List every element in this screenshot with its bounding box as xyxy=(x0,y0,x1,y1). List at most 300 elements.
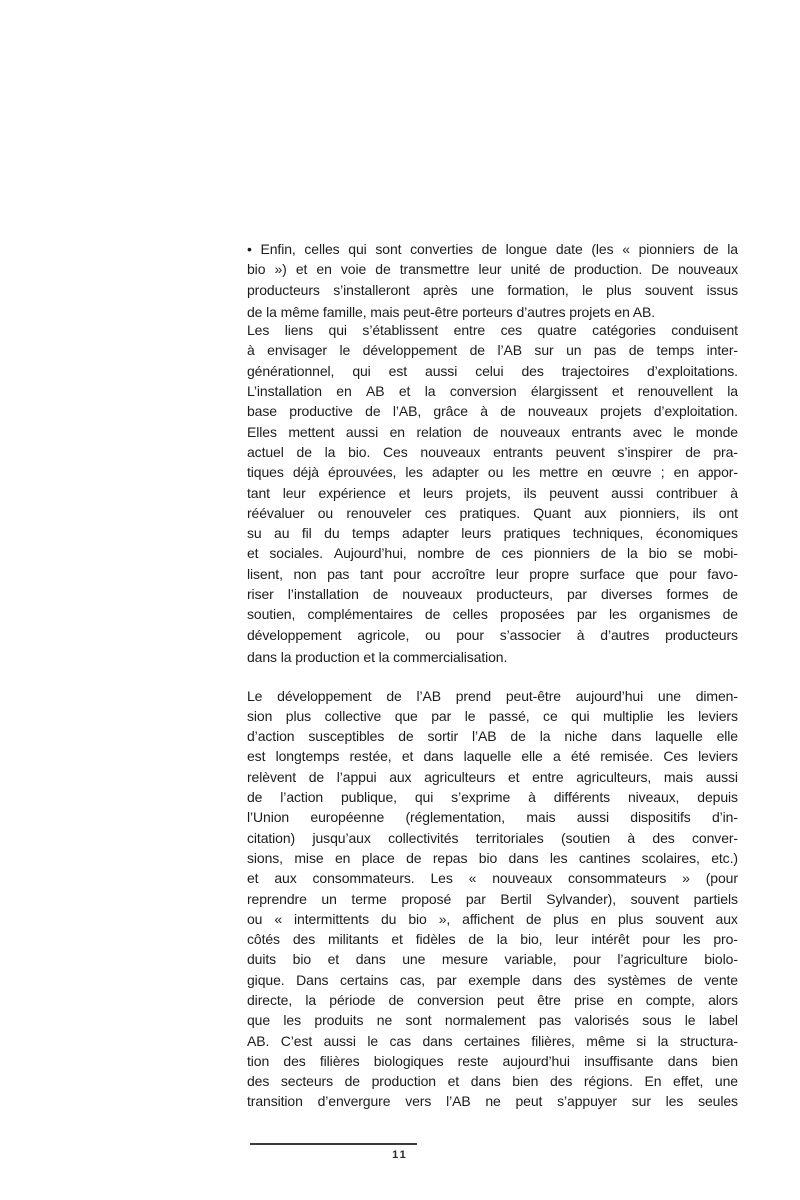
word: se xyxy=(677,545,693,562)
word: agriculteurs, xyxy=(576,768,652,785)
word: de xyxy=(308,768,325,785)
text-line xyxy=(247,830,738,850)
word: au xyxy=(274,525,290,542)
text-line xyxy=(247,424,738,444)
word: sont xyxy=(405,1012,432,1029)
word: Bertil xyxy=(500,890,532,907)
word: laquelle xyxy=(463,748,512,765)
word: propre xyxy=(529,565,570,582)
word: est xyxy=(247,748,266,765)
word: peut xyxy=(497,991,524,1008)
word: de xyxy=(296,443,312,460)
word: renouvellent xyxy=(637,383,713,400)
text-line xyxy=(247,891,738,911)
word: plus xyxy=(285,707,312,724)
word: publique, xyxy=(341,789,397,806)
word: temps xyxy=(351,525,390,542)
text-line xyxy=(247,688,738,708)
word: contribuer xyxy=(656,484,718,501)
text-line xyxy=(247,383,738,403)
word: niveaux, xyxy=(627,789,680,806)
word: sont xyxy=(375,241,402,257)
word: liens xyxy=(284,322,314,339)
word: base xyxy=(247,403,277,420)
word: soutien, xyxy=(247,606,296,623)
word: les xyxy=(666,707,685,724)
word: lisent, xyxy=(247,565,283,582)
bullet-paragraph xyxy=(247,241,738,322)
word: (soutien xyxy=(561,829,611,846)
word: Dans xyxy=(296,971,329,988)
text-line xyxy=(247,748,738,768)
footer-rule xyxy=(250,1143,417,1145)
word: celui xyxy=(475,362,504,379)
text-line xyxy=(247,870,738,890)
word: du xyxy=(380,910,397,927)
word: souvent xyxy=(655,910,704,927)
word: tiques xyxy=(247,464,284,481)
word: dans xyxy=(667,1052,698,1069)
word: intérêt xyxy=(591,931,630,948)
word: et xyxy=(398,484,411,501)
word: pra- xyxy=(713,443,738,460)
word: citation) xyxy=(247,829,296,846)
word: Les xyxy=(430,870,453,887)
word: et xyxy=(401,748,414,765)
word: de xyxy=(500,403,516,420)
word: leur xyxy=(282,484,306,501)
word: et xyxy=(327,951,340,968)
word: l’AB xyxy=(497,342,522,359)
text-line xyxy=(247,444,738,464)
word: prise xyxy=(574,991,604,1008)
word: économiques xyxy=(655,525,738,542)
word: favo- xyxy=(707,565,738,582)
word: leviers xyxy=(698,707,738,724)
word: actuel xyxy=(247,443,284,460)
word: développement xyxy=(362,342,458,359)
word: les xyxy=(665,1093,684,1110)
word: élargissent xyxy=(530,383,598,400)
word: effet, xyxy=(673,1073,704,1090)
word: dans xyxy=(422,1032,453,1049)
word: pas xyxy=(593,342,617,359)
word: du xyxy=(324,525,340,542)
word: aussi xyxy=(576,809,609,826)
word: projets xyxy=(600,403,642,420)
word: variable, xyxy=(504,951,557,968)
word: qui xyxy=(328,322,347,339)
word: adapter xyxy=(432,464,479,481)
text-line xyxy=(247,769,738,789)
word: Enfin, xyxy=(260,241,296,257)
word: dans xyxy=(470,1073,501,1090)
word: à xyxy=(576,626,585,643)
word: leviers xyxy=(698,748,738,765)
word: fidèles xyxy=(415,931,456,948)
word: AB xyxy=(366,383,385,400)
word: la xyxy=(539,728,551,745)
word: le xyxy=(339,342,351,359)
word: des xyxy=(292,931,316,948)
word: systèmes xyxy=(607,971,666,988)
word: pas xyxy=(327,565,350,582)
word: s’inspirer xyxy=(617,443,673,460)
word: restée, xyxy=(349,748,392,765)
word: la xyxy=(657,1032,669,1049)
word: aussi xyxy=(425,362,458,379)
word: nouveaux xyxy=(500,423,560,440)
text-line xyxy=(247,505,738,525)
word: certaines xyxy=(463,1032,520,1049)
word: aussi xyxy=(705,768,738,785)
word: leur xyxy=(478,261,502,278)
word: entre xyxy=(453,322,486,339)
word: pour xyxy=(456,626,484,643)
word: sur xyxy=(631,1093,651,1110)
text-line xyxy=(247,708,738,728)
word: des xyxy=(521,362,544,379)
word: (réglementation, xyxy=(405,809,506,826)
word: bio xyxy=(292,951,312,968)
word: par xyxy=(566,586,587,603)
text-line xyxy=(247,972,738,992)
word: de xyxy=(685,443,701,460)
word: vers xyxy=(405,1093,432,1110)
word: de xyxy=(406,849,422,866)
word: nouveaux xyxy=(527,403,588,420)
word: l’AB xyxy=(471,728,497,745)
word: Elles xyxy=(247,423,277,440)
word: producteurs xyxy=(247,281,320,298)
word: ces xyxy=(424,504,447,521)
word: issus xyxy=(706,281,738,298)
word: » xyxy=(682,870,690,887)
text-line xyxy=(247,992,738,1012)
word: d’envergure xyxy=(317,1093,391,1110)
word: l’appui xyxy=(336,768,377,785)
word: été xyxy=(570,748,591,765)
word: européenne xyxy=(310,809,385,826)
text-line xyxy=(247,789,738,809)
word: et xyxy=(391,931,403,948)
word: leurs xyxy=(461,525,492,542)
word: organismes xyxy=(638,606,711,623)
word: œuvre xyxy=(611,464,652,481)
word: de xyxy=(475,545,491,562)
word: nouveaux xyxy=(420,443,481,460)
word: la xyxy=(324,443,336,460)
word: fil xyxy=(301,525,312,542)
word: qui xyxy=(414,789,434,806)
word: d’action xyxy=(247,728,295,745)
word: Aujourd’hui, xyxy=(333,545,407,562)
word: compte, xyxy=(645,991,695,1008)
word: l’installation xyxy=(287,586,359,603)
word: de xyxy=(525,910,542,927)
text-line xyxy=(247,1093,738,1113)
word: terme xyxy=(351,890,387,907)
word: de xyxy=(247,789,263,806)
word: par xyxy=(436,971,457,988)
text-line xyxy=(247,525,738,545)
word: de xyxy=(473,423,489,440)
word: exemple xyxy=(468,971,521,988)
word: grâce xyxy=(433,403,468,420)
word: production xyxy=(371,1073,436,1090)
word: (les xyxy=(591,241,614,257)
word: reste xyxy=(457,1052,489,1069)
word: tion xyxy=(247,1052,270,1069)
word: label xyxy=(708,1012,738,1029)
text-line xyxy=(247,282,738,302)
word: entrants xyxy=(493,443,543,460)
word: sortir xyxy=(427,728,459,745)
word: plus xyxy=(553,910,579,927)
word: produits xyxy=(314,1012,364,1029)
word: riser xyxy=(247,586,274,603)
word: l’AB xyxy=(416,687,441,704)
word: remisée. xyxy=(600,748,654,765)
word: ces xyxy=(501,545,524,562)
word: techniques, xyxy=(572,525,644,542)
word: Le xyxy=(247,687,263,704)
word: bio xyxy=(478,849,498,866)
text-line xyxy=(247,1053,738,1073)
word: de xyxy=(722,606,738,623)
word: de xyxy=(722,586,738,603)
word: tant xyxy=(247,484,270,501)
word: une xyxy=(470,281,495,298)
word: une xyxy=(657,687,681,704)
word: éprouvées, xyxy=(328,464,397,481)
word: pour xyxy=(393,565,422,582)
word: un xyxy=(566,342,582,359)
word: C’est xyxy=(280,1032,313,1049)
word: formes xyxy=(666,586,709,603)
word: conduisent xyxy=(671,322,738,339)
word: production. xyxy=(574,261,643,278)
word: de xyxy=(703,241,719,257)
word: elle xyxy=(716,728,738,745)
word: valorisés xyxy=(574,1012,629,1029)
word: nombre xyxy=(417,545,465,562)
word: pionniers xyxy=(533,545,590,562)
word: En xyxy=(644,1073,662,1090)
word: voie xyxy=(340,261,367,278)
word: susceptibles xyxy=(308,728,385,745)
text-line xyxy=(247,241,738,261)
word: gique. xyxy=(247,971,285,988)
word: prend xyxy=(455,687,492,704)
word: de xyxy=(628,342,645,359)
word: plus xyxy=(617,910,644,927)
word: par xyxy=(576,606,597,623)
word: pas xyxy=(538,1012,562,1029)
word: collective xyxy=(324,707,382,724)
word: bio. xyxy=(348,443,371,460)
text-line xyxy=(247,1033,738,1053)
word: des xyxy=(549,1073,573,1090)
word: de xyxy=(600,545,617,562)
word: le xyxy=(582,281,593,298)
word: nouveaux xyxy=(678,261,738,278)
word: jusqu’aux xyxy=(312,829,371,846)
word: ou xyxy=(425,626,441,643)
word: bio xyxy=(408,910,427,927)
word: place xyxy=(361,849,395,866)
word: sions, xyxy=(247,849,283,866)
word: repas xyxy=(432,849,468,866)
word: s’associer xyxy=(499,626,561,643)
word: formation, xyxy=(507,281,569,298)
word: date xyxy=(555,241,583,257)
word: réévaluer xyxy=(247,504,305,521)
word: proposées xyxy=(500,606,565,623)
word: mais xyxy=(663,768,694,785)
word: passé, xyxy=(488,707,530,724)
word: bio xyxy=(648,545,667,562)
word: bien xyxy=(711,1052,738,1069)
word: temps xyxy=(656,342,695,359)
word: peut xyxy=(515,1093,543,1110)
word: pour xyxy=(642,931,670,948)
word: monde xyxy=(695,423,738,440)
word: projets, xyxy=(465,484,511,501)
word: celles xyxy=(452,606,488,623)
body-text xyxy=(247,241,738,1114)
word: en xyxy=(336,383,352,400)
word: s’établissent xyxy=(362,322,439,339)
word: peut-être xyxy=(505,687,561,704)
text-line xyxy=(247,485,738,505)
word: duits xyxy=(247,951,277,968)
word: période xyxy=(329,991,376,1008)
word: non xyxy=(293,565,317,582)
word: de xyxy=(344,1073,360,1090)
word: des xyxy=(573,971,596,988)
word: de xyxy=(469,342,485,359)
word: leurs xyxy=(423,484,453,501)
word: (pour xyxy=(705,870,738,887)
word: aujourd’hui xyxy=(575,687,644,704)
word: complémentaires xyxy=(307,606,413,623)
word: un xyxy=(321,890,337,907)
word: qui xyxy=(348,241,367,257)
word: souvent xyxy=(630,890,679,907)
word: de xyxy=(481,241,497,257)
word: peuvent xyxy=(549,484,599,501)
word: dispositifs xyxy=(630,809,691,826)
word: ») xyxy=(274,261,287,278)
word: en xyxy=(673,464,689,481)
word: accroître xyxy=(431,565,486,582)
word: filières xyxy=(319,1052,360,1069)
word: mesure xyxy=(441,951,488,968)
word: consommateurs xyxy=(568,870,667,887)
word: est xyxy=(388,362,408,379)
word: pro- xyxy=(713,931,738,948)
word: même xyxy=(586,1032,625,1049)
word: à xyxy=(627,829,636,846)
word: une xyxy=(402,951,426,968)
word: transition xyxy=(247,1093,303,1110)
word: aussi xyxy=(611,484,644,501)
word: normalement xyxy=(444,1012,526,1029)
word: et xyxy=(295,261,308,278)
word: cantines xyxy=(578,849,631,866)
word: longue xyxy=(505,241,548,257)
word: la xyxy=(496,931,508,948)
word: les xyxy=(549,849,568,866)
word: des xyxy=(283,1052,306,1069)
word: s’installeront xyxy=(333,281,410,298)
word: mettent xyxy=(288,423,335,440)
word: Les xyxy=(247,322,270,339)
word: bio, xyxy=(520,931,543,948)
word: certains xyxy=(340,971,389,988)
text-line xyxy=(247,586,738,606)
word: a xyxy=(552,748,561,765)
text-line xyxy=(247,342,738,362)
word: leur xyxy=(495,565,519,582)
word: inter- xyxy=(706,342,738,359)
word: de xyxy=(372,586,389,603)
word: converties xyxy=(410,241,473,257)
word: sion xyxy=(247,707,273,724)
word: mettre xyxy=(539,464,579,481)
word: dans xyxy=(531,971,562,988)
word: biolo- xyxy=(704,951,738,968)
word: leur xyxy=(555,931,579,948)
word: expérience xyxy=(318,484,386,501)
word: », xyxy=(438,910,451,927)
word: les xyxy=(512,464,530,481)
word: laquelle xyxy=(655,728,703,745)
word: mise xyxy=(294,849,324,866)
word: dans xyxy=(611,728,642,745)
word: filières, xyxy=(531,1032,575,1049)
word: insuffisante xyxy=(584,1052,654,1069)
word: si xyxy=(636,1032,647,1049)
word: relation xyxy=(416,423,462,440)
word: de xyxy=(386,687,402,704)
word: côtés xyxy=(247,931,280,948)
word: su xyxy=(247,525,262,542)
word: L’installation xyxy=(247,383,322,400)
word: quatre xyxy=(537,322,577,339)
word: entrants xyxy=(571,423,622,440)
word: et xyxy=(507,768,520,785)
word: la xyxy=(424,383,436,400)
word: à xyxy=(247,342,255,359)
word: territoriales xyxy=(475,829,544,846)
word: ont xyxy=(718,504,738,521)
word: le xyxy=(673,423,685,440)
word: de xyxy=(677,971,693,988)
word: pour xyxy=(669,565,697,582)
word: d’autres xyxy=(600,626,650,643)
word: etc.) xyxy=(711,849,738,866)
text-line: de la même famille, mais peut-être porteurs d’autres projets en AB. xyxy=(247,303,656,320)
word: adapter xyxy=(402,525,449,542)
word: ce xyxy=(543,707,558,724)
word: vente xyxy=(704,971,738,988)
word: ils xyxy=(692,504,706,521)
word: nouveaux xyxy=(402,586,463,603)
word: et xyxy=(398,383,411,400)
word: en xyxy=(316,261,332,278)
